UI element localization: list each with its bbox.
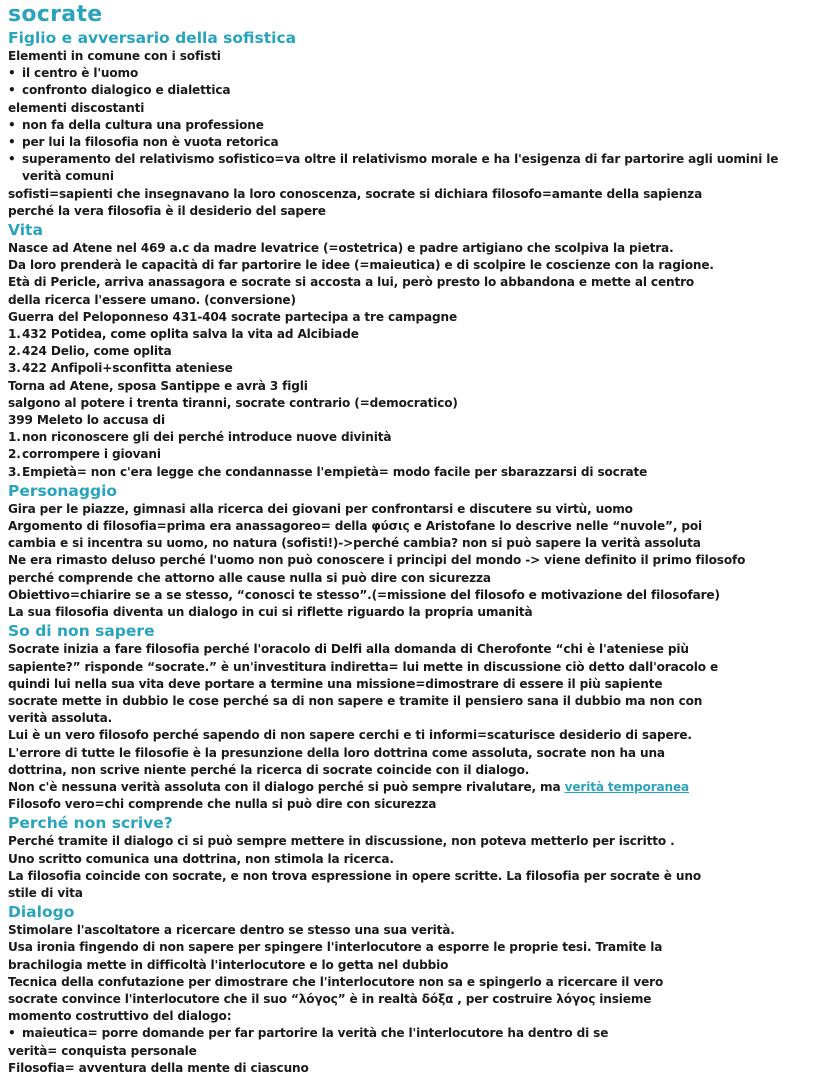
list-item xyxy=(8,429,820,446)
list-item xyxy=(8,446,820,463)
text-line: Età di Pericle, arriva anassagora e socrate si accosta a lui, però presto lo abbandona e mette al centro xyxy=(8,275,695,290)
text-line: socrate convince l'interlocutore che il suo “λόγος” è in realtà δόξα , per costruire λόγος insieme xyxy=(8,991,652,1006)
text-line: La filosofia coincide con socrate, e non trova espressione in opere scritte. La filosofia per socrate è uno xyxy=(8,868,701,883)
text-line: quindi lui nella sua vita deve portare a termine una missione=dimostrare di essere il più sapiente xyxy=(8,676,663,691)
text-line: Stimolare l'ascoltatore a ricercare dentro se stesso una sua verità. xyxy=(8,923,455,938)
text-line: Filosofo vero=chi comprende che nulla si può dire con sicurezza xyxy=(8,797,437,812)
number-marker: 3. xyxy=(8,361,21,376)
number-marker: 2. xyxy=(8,447,21,462)
text-line: Elementi in comune con i sofisti xyxy=(8,49,221,63)
text-line: La sua filosofia diventa un dialogo in cui si riflette riguardo la propria umanità xyxy=(8,605,533,620)
list-item-text: 424 Delio, come oplita xyxy=(22,344,172,359)
text-line: Filosofia= avventura della mente di ciascuno xyxy=(8,1060,309,1075)
verita-temporanea-link[interactable]: verità temporanea xyxy=(564,779,690,794)
heading-perche-non-scrive: Perché non scrive? xyxy=(8,814,173,833)
text-line: Nasce ad Atene nel 469 a.c da madre levatrice (=ostetrica) e padre artigiano che scolpiva la pietra. xyxy=(8,241,674,256)
text-line: Torna ad Atene, sposa Santippe e avrà 3 figli xyxy=(8,378,308,393)
list-item-text: per lui la filosofia non è vuota retorica xyxy=(22,135,279,150)
text-span: Non c'è nessuna verità assoluta con il dialogo perché si può sempre rivalutare, ma xyxy=(8,779,565,794)
text-line: stile di vita xyxy=(8,885,83,900)
bullet-marker: • xyxy=(8,83,16,98)
list-item-text: 422 Anfipoli+sconfitta ateniese xyxy=(22,361,233,376)
number-marker: 1. xyxy=(8,327,21,342)
list-item xyxy=(8,65,820,82)
text-line: Tecnica della confutazione per dimostrare che l'interlocutore non sa e spingerlo a ricercare il vero xyxy=(8,974,664,989)
text-line: Argomento di filosofia=prima era anassagoreo= della φύσις e Aristofane lo descrive nelle “nuvole”, poi xyxy=(8,519,702,534)
text-line: della ricerca l'essere umano. (conversione) xyxy=(8,292,296,307)
bullet-marker: • xyxy=(8,1026,16,1041)
text-line: verità= conquista personale xyxy=(8,1043,197,1058)
text-line: Lui è un vero filosofo perché sapendo di non sapere cerchi e ti informi=scaturisce desiderio di sapere. xyxy=(8,728,692,743)
text-line: Guerra del Peloponneso 431-404 socrate partecipa a tre campagne xyxy=(8,309,457,324)
list-item-text: il centro è l'uomo xyxy=(22,66,139,81)
list-item-text: non fa della cultura una professione xyxy=(22,117,264,132)
list-item-text: Empietà= non c'era legge che condannasse l'empietà= modo facile per sbarazzarsi di socrate xyxy=(22,464,648,479)
heading-sofistica: Figlio e avversario della sofistica xyxy=(8,29,297,47)
text-line: Perché tramite il dialogo ci si può sempre mettere in discussione, non poteva metterlo per iscritto . xyxy=(8,834,675,849)
text-line: salgono al potere i trenta tiranni, socrate contrario (=democratico) xyxy=(8,395,458,410)
list-item-text: confronto dialogico e dialettica xyxy=(22,83,231,98)
number-marker: 2. xyxy=(8,344,21,359)
list-item-text: 432 Potidea, come oplita salva la vita ad Alcibiade xyxy=(22,327,359,342)
text-line: Ne era rimasto deluso perché l'uomo non può conoscere i principi del mondo -> viene definito il primo filosofo xyxy=(8,553,746,568)
list-item xyxy=(8,464,820,481)
list-item xyxy=(8,326,820,343)
text-line: 399 Meleto lo accusa di xyxy=(8,413,166,428)
heading-vita: Vita xyxy=(8,221,43,240)
bullet-marker: • xyxy=(8,152,16,167)
list-item xyxy=(8,151,820,185)
text-line: perché comprende che attorno alle cause nulla si può dire con sicurezza xyxy=(8,570,491,585)
text-line: elementi discostanti xyxy=(8,100,145,115)
list-item-text: corrompere i giovani xyxy=(22,447,161,462)
number-marker: 3. xyxy=(8,464,21,479)
list-item xyxy=(8,1025,820,1042)
text-line: Gira per le piazze, gimnasi alla ricerca dei giovani per confrontarsi e discutere su virtù, uomo xyxy=(8,501,633,516)
text-line: Uno scritto comunica una dottrina, non stimola la ricerca. xyxy=(8,851,394,866)
list-item-text: superamento del relativismo sofistico=va oltre il relativismo morale e ha l'esigenza di far partorire agli uomini le verità comuni xyxy=(22,152,779,184)
list-item xyxy=(8,134,820,151)
bullet-marker: • xyxy=(8,66,16,81)
text-line: sapiente?” risponde “socrate.” è un'investitura indiretta= lui mette in discussione ciò detto dall'oracolo e xyxy=(8,659,719,674)
text-line: Usa ironia fingendo di non sapere per spingere l'interlocutore a esporre le proprie tesi. Tramite la xyxy=(8,940,663,955)
page-title: socrate xyxy=(8,2,103,27)
text-line: Da loro prenderà le capacità di far partorire le idee (=maieutica) e di scolpire le coscienze con la ragione. xyxy=(8,258,714,273)
text-line: brachilogia mette in difficoltà l'interlocutore e lo getta nel dubbio xyxy=(8,957,449,972)
number-marker: 1. xyxy=(8,430,21,445)
text-line: Obiettivo=chiarire se a se stesso, “conosci te stesso”.(=missione del filosofo e motivazione del filosofare) xyxy=(8,587,720,602)
text-line: perché la vera filosofia è il desiderio del sapere xyxy=(8,203,326,218)
list-item xyxy=(8,82,820,99)
heading-so-di-non-sapere: So di non sapere xyxy=(8,622,155,641)
bullet-marker: • xyxy=(8,135,16,150)
text-line: verità assoluta. xyxy=(8,711,113,726)
list-item-text: maieutica= porre domande per far partorire la verità che l'interlocutore ha dentro di se xyxy=(22,1026,609,1041)
bullet-marker: • xyxy=(8,117,16,132)
heading-dialogo: Dialogo xyxy=(8,903,75,922)
text-line: Socrate inizia a fare filosofia perché l'oracolo di Delfi alla domanda di Cherofonte “chi è l'ateniese più xyxy=(8,642,689,657)
text-line: sofisti=sapienti che insegnavano la loro conoscenza, socrate si dichiara filosofo=amante della sapienza xyxy=(8,186,703,201)
text-line xyxy=(8,779,820,796)
list-item xyxy=(8,360,820,377)
heading-personaggio: Personaggio xyxy=(8,481,118,500)
text-line: socrate mette in dubbio le cose perché sa di non sapere e tramite il pensiero sana il dubbio ma non con xyxy=(8,693,703,708)
text-line: momento costruttivo del dialogo: xyxy=(8,1009,232,1024)
list-item xyxy=(8,117,820,134)
list-item-text: non riconoscere gli dei perché introduce nuove divinità xyxy=(22,430,392,445)
text-line: dottrina, non scrive niente perché la ricerca di socrate coincide con il dialogo. xyxy=(8,762,530,777)
text-line: cambia e si incentra su uomo, no natura (sofisti!)->perché cambia? non si può sapere la verità assoluta xyxy=(8,536,701,551)
list-item xyxy=(8,343,820,360)
text-line: L'errore di tutte le filosofie è la presunzione della loro dottrina come assoluta, socrate non ha una xyxy=(8,745,665,760)
